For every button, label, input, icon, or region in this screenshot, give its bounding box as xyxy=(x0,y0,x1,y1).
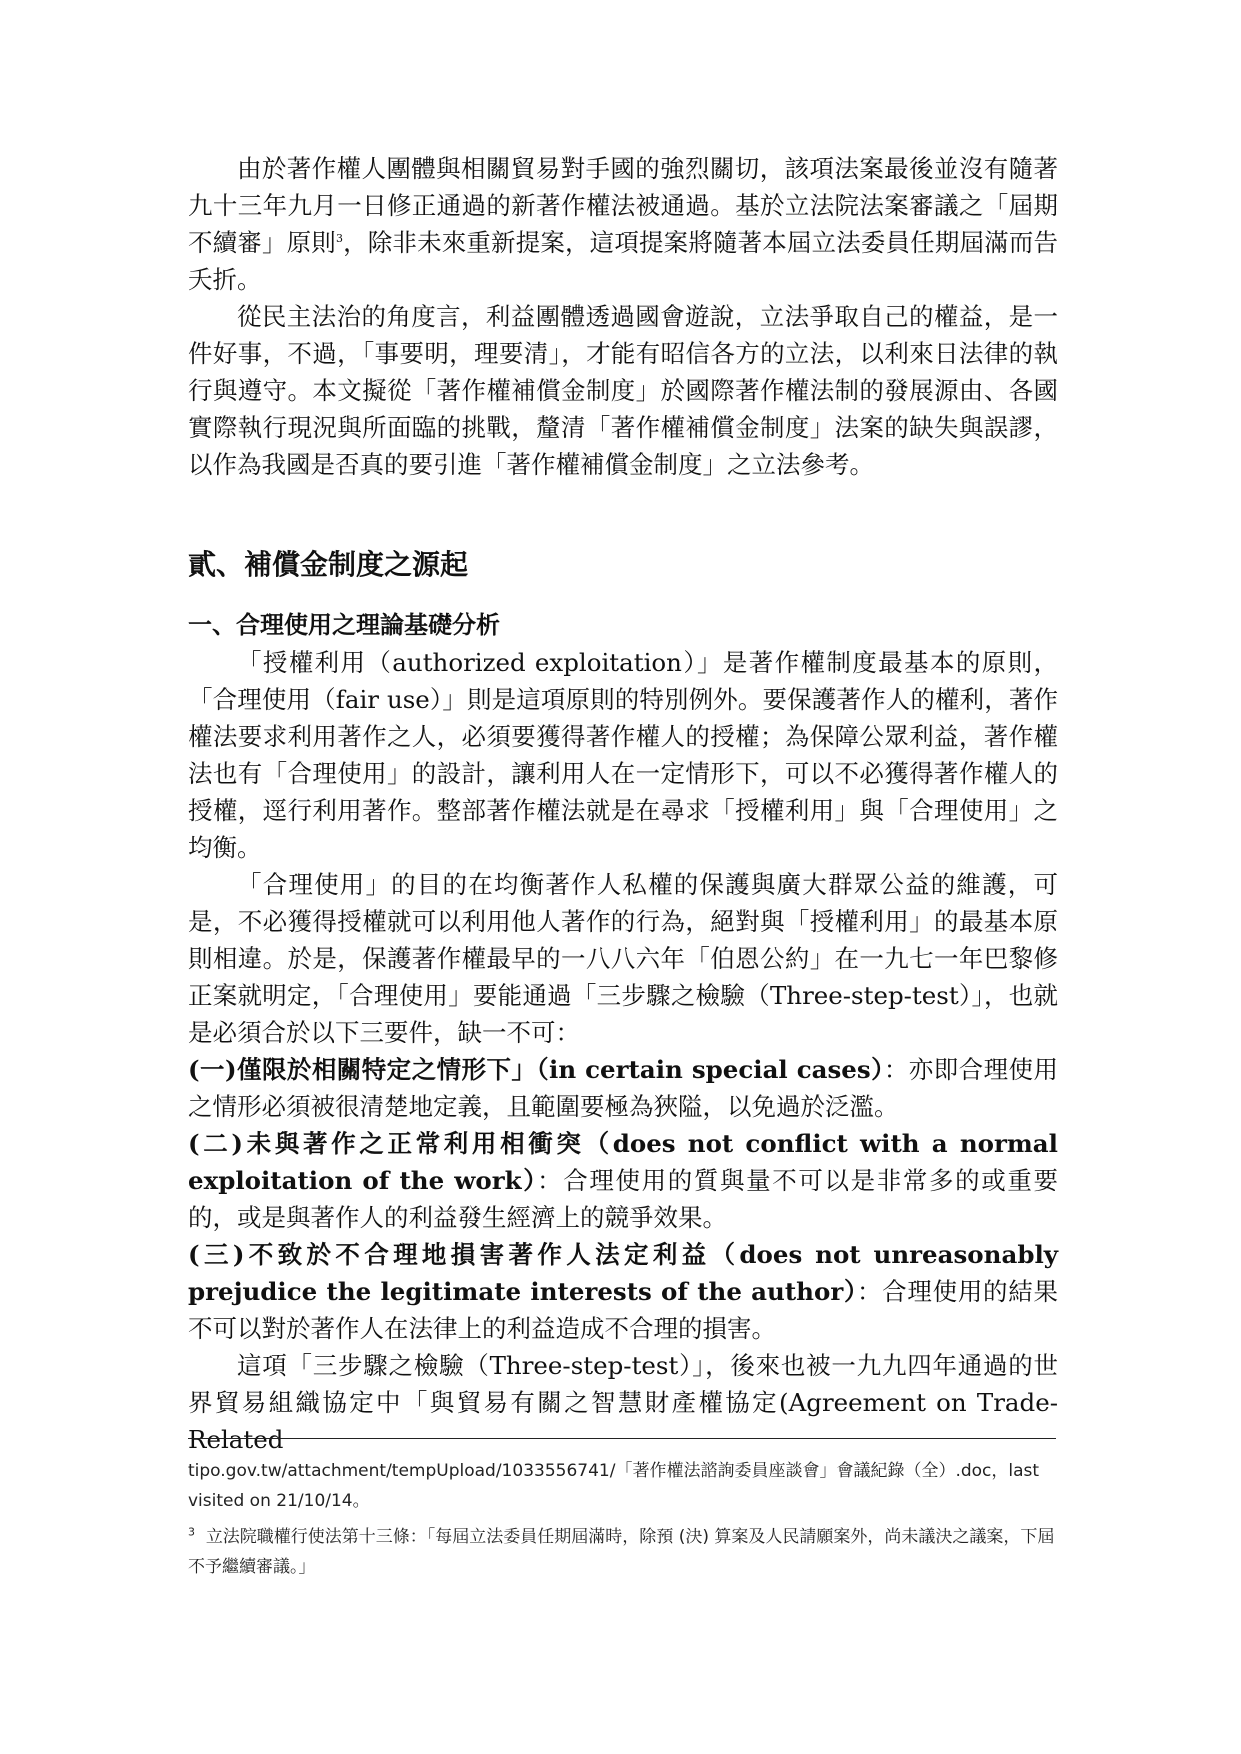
list-item-2-heading: (二)未與著作之正常利用相衝突（does not conflict with a normal exploitation of the work） xyxy=(188,1129,1058,1195)
list-item-1-text: ：亦即合理使用之情形必須被很清楚地定義，且範圍要極為狹隘，以免過於泛濫。 xyxy=(188,1055,1058,1121)
list-item-3-text: ：合理使用的結果不可以對於著作人在法律上的利益造成不合理的損害。 xyxy=(188,1277,1059,1343)
paragraph-4: 「合理使用」的目的在均衡著作人私權的保護與廣大群眾公益的維護，可是，不必獲得授權就可以利用他人著作的行為，絕對與「授權利用」的最基本原則相違。於是，保護著作權最早的一八八六年「伯恩公約」在一九七一年巴黎修正案就明定，「合理使用」要能通過「三步驟之檢驗（Three-step-test）」，也就是必須合於以下三要件，缺一不可： xyxy=(188,870,1058,1047)
footnotes xyxy=(188,1456,1058,1588)
list-item-2 xyxy=(188,1125,1058,1236)
footnote-3-text: 立法院職權行使法第十三條：「每屆立法委員任期屆滿時，除預 (決) 算案及人民請願案外，尚未議決之議案，下屆不予繼續審議。」 xyxy=(188,1527,1055,1577)
list-item-3 xyxy=(188,1236,1058,1347)
footnote-3-number: 3 xyxy=(188,1525,195,1539)
footnote-ref-3[interactable]: 3 xyxy=(335,231,343,245)
paragraph-1 xyxy=(188,150,1058,298)
paragraph-1-text-b: ，除非未來重新提案，這項提案將隨著本屆立法委員任期屆滿而告夭折。 xyxy=(188,228,1059,294)
paragraph-2: 從民主法治的角度言，利益團體透過國會遊說，立法爭取自己的權益，是一件好事，不過，「事要明，理要清」，才能有昭信各方的立法，以利來日法律的執行與遵守。本文擬從「著作權補償金制度」於國際著作權法制的發展源由、各國實際執行現況與所面臨的挑戰，釐清「著作權補償金制度」法案的缺失與誤謬，以作為我國是否真的要引進「著作權補償金制度」之立法參考。 xyxy=(188,302,1058,479)
subsection-heading: 一、合理使用之理論基礎分析 xyxy=(188,611,500,639)
list-item-3-heading: (三)不致於不合理地損害著作人法定利益（does not unreasonably prejudice the legitimate interests of the author） xyxy=(188,1240,1058,1306)
body-text xyxy=(188,150,1058,1458)
list-item-1-heading: (一)僅限於相關特定之情形下」（in certain special cases） xyxy=(188,1055,884,1084)
list-item-2-text: ：合理使用的質與量不可以是非常多的或重要的，或是與著作人的利益發生經濟上的競爭效果。 xyxy=(188,1166,1058,1232)
footnote-3 xyxy=(188,1522,1058,1582)
section-heading: 貳、補償金制度之源起 xyxy=(188,548,469,581)
list-item-1 xyxy=(188,1051,1058,1125)
footnote-continuation: tipo.gov.tw/attachment/tempUpload/1033556741/「著作權法諮詢委員座談會」會議紀錄（全）.doc，last visited on 21/10/14。 xyxy=(188,1461,1040,1511)
paragraph-1-text-a: 由於著作權人團體與相關貿易對手國的強烈關切，該項法案最後並沒有隨著九十三年九月一日修正通過的新著作權法被通過。基於立法院法案審議之「屆期不續審」原則 xyxy=(188,154,1058,257)
paragraph-3: 「授權利用（authorized exploitation）」是著作權制度最基本的原則，「合理使用（fair use）」則是這項原則的特別例外。要保護著作人的權利，著作權法要求利用著作之人，必須要獲得著作權人的授權；為保障公眾利益，著作權法也有「合理使用」的設計，讓利用人在一定情形下，可以不必獲得著作權人的授權，逕行利用著作。整部著作權法就是在尋求「授權利用」與「合理使用」之均衡。 xyxy=(188,648,1058,862)
paragraph-5: 這項「三步驟之檢驗（Three-step-test）」，後來也被一九九四年通過的世界貿易組織協定中「與貿易有關之智慧財產權協定(Agreement on Trade-Related xyxy=(188,1351,1058,1454)
footnote-separator xyxy=(188,1438,1056,1439)
